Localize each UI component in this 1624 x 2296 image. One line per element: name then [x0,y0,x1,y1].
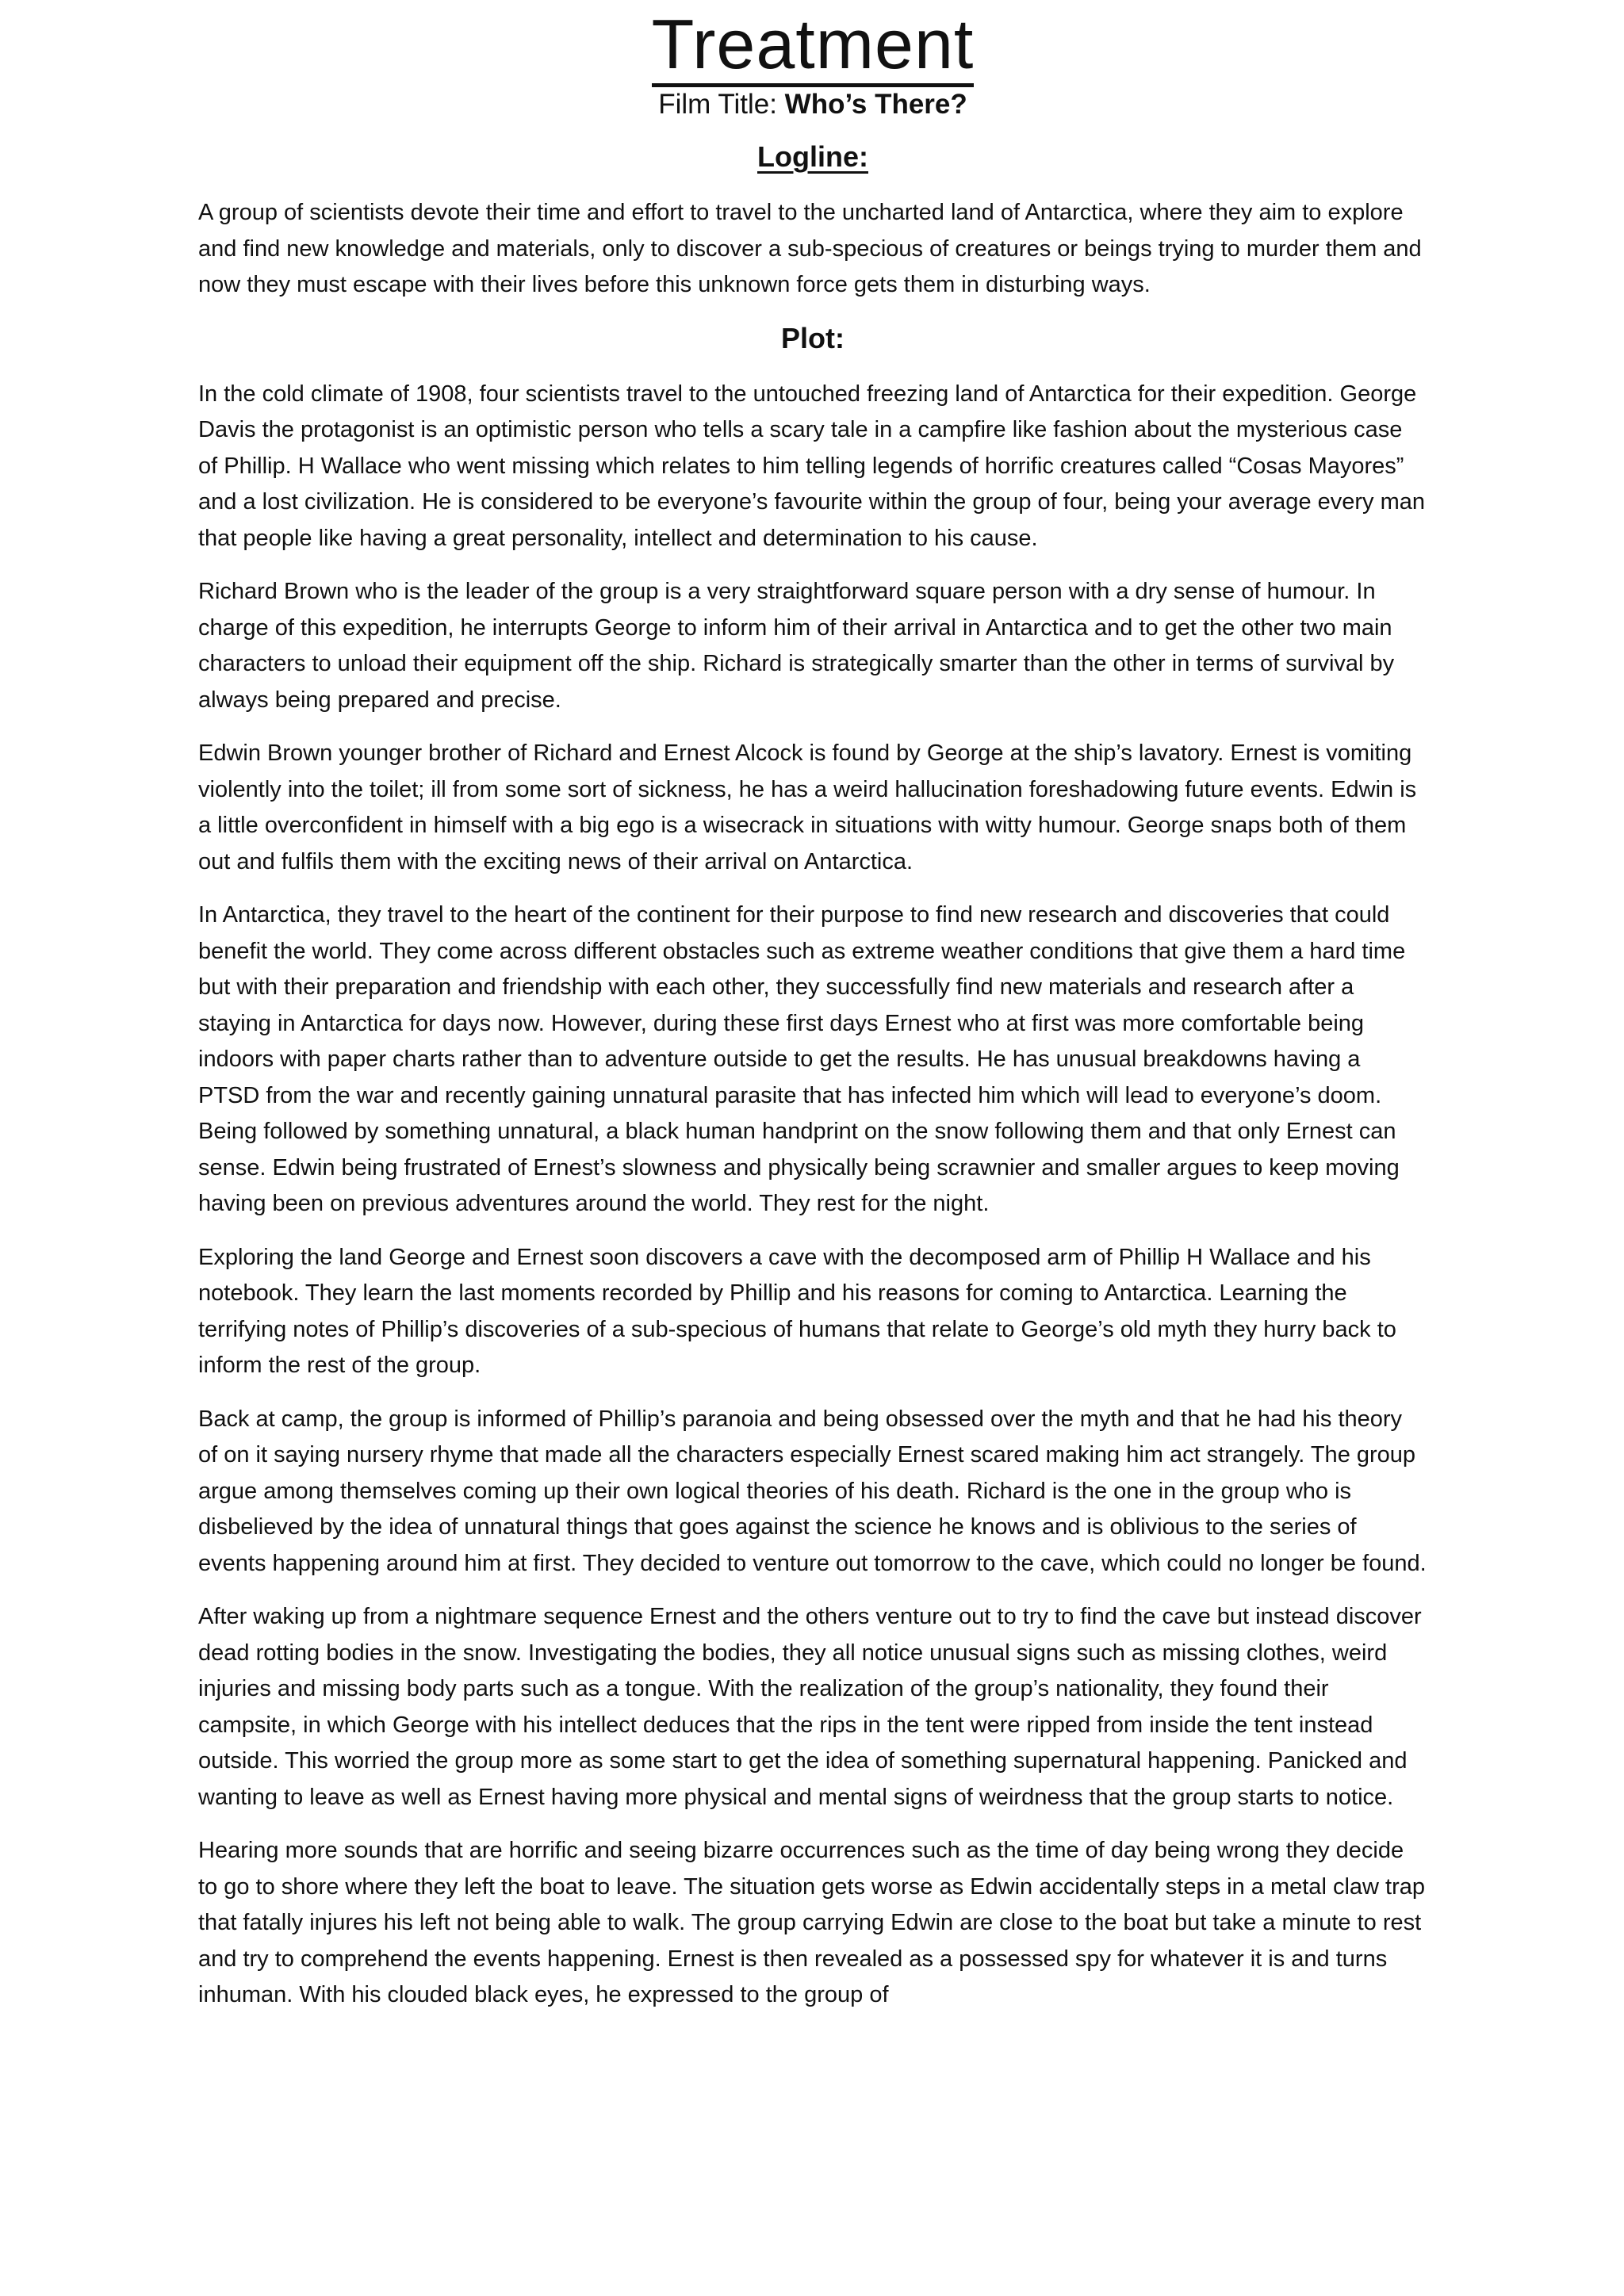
film-title-label: Film Title: [658,89,777,120]
document-title [198,6,1427,82]
plot-paragraph: After waking up from a nightmare sequence Ernest and the others venture out to try to find the cave but instead discover dead rotting bodies in the snow. Investigating the bodies, they all notice unusual signs such as missing clothes, weird injuries and missing body parts such as a tongue. With the realization of the group’s nationality, they found their campsite, in which George with his intellect deduces that the rips in the tent were ripped from inside the tent instead outside. This worried the group more as some start to get the idea of something supernatural happening. Panicked and wanting to leave as well as Ernest having more physical and mental signs of weirdness that the group starts to notice. [198,1604,1422,1810]
plot-heading: Plot: [781,321,845,354]
plot-paragraph: In the cold climate of 1908, four scientists travel to the untouched freezing land of Antarctica for their expedition. George Davis the protagonist is an optimistic person who tells a scary tale in a campfire like fashion about the mysterious case of Phillip. H Wallace who went missing which relates to him telling legends of horrific creatures called “Cosas Mayores” and a lost civilization. He is considered to be everyone’s favourite within the group of four, being your average every man that people like having a great personality, intellect and determination to his cause. [198,381,1426,551]
plot-paragraph: Back at camp, the group is informed of Phillip’s paranoia and being obsessed over the myth and that he had his theory of on it saying nursery rhyme that made all the characters especially Ernest scared making him act strangely. The group argue among themselves coming up their own logical theories of his death. Richard is the one in the group who is disbelieved by the idea of unnatural things that goes against the science he knows and is oblivious to the series of events happening around him at first. They decided to venture out tomorrow to the cave, which could no longer be found. [198,1406,1427,1576]
plot-body [198,377,1427,2014]
plot-paragraph: Edwin Brown younger brother of Richard and Ernest Alcock is found by George at the ship’s lavatory. Ernest is vomiting violently into the toilet; ill from some sort of sickness, he has a weird hallucination foreshadowing future events. Edwin is a little overconfident in himself with a big ego is a wisecrack in situations with witty humour. George snaps both of them out and fulfils them with the exciting news of their arrival on Antarctica. [198,740,1417,874]
film-title: Who’s There? [784,89,967,120]
plot-paragraph: In Antarctica, they travel to the heart of the continent for their purpose to find new research and discoveries that could benefit the world. They come across different obstacles such as extreme weather conditions that give them a hard time but with their preparation and friendship with each other, they successfully find new materials and research after a staying in Antarctica for days now. However, during these first days Ernest who at first was more comfortable being indoors with paper charts rather than to adventure outside to get the results. He has unusual breakdowns having a PTSD from the war and recently gaining unnatural parasite that has infected him which will lead to everyone’s doom. Being followed by something unnatural, a black human handprint on the snow following them and that only Ernest can sense. Edwin being frustrated of Ernest’s slowness and physically being scrawnier and smaller argues to keep moving having been on previous adventures around the world. They rest for the night. [198,902,1406,1216]
document-title-text: Treatment [652,5,975,87]
logline-heading: Logline: [757,140,868,173]
plot-paragraph: Exploring the land George and Ernest soon discovers a cave with the decomposed arm of Phillip H Wallace and his notebook. They learn the last moments recorded by Phillip and his reasons for coming to Antarctica. Learning the terrifying notes of Phillip’s discoveries of a sub-specious of humans that relate to George’s old myth they hurry back to inform the rest of the group. [198,1244,1396,1378]
plot-paragraph: Richard Brown who is the leader of the group is a very straightforward square person with a dry sense of humour. In charge of this expedition, he interrupts George to inform him of their arrival in Antarctica and to get the other two main characters to unload their equipment off the ship. Richard is strategically smarter than the other in terms of survival by always being prepared and precise. [198,579,1395,713]
plot-paragraph: Hearing more sounds that are horrific and seeing bizarre occurrences such as the time of day being wrong they decide to go to shore where they left the boat to leave. The situation gets worse as Edwin accidentally steps in a metal claw trap that fatally injures his left not being able to walk. The group carrying Edwin are close to the boat but take a minute to rest and try to comprehend the events happening. Ernest is then revealed as a possessed spy for whatever it is and turns inhuman. With his clouded black eyes, he expressed to the group of [198,1838,1425,2007]
logline-text: A group of scientists devote their time and effort to travel to the uncharted land of Antarctica, where they aim to explore and find new knowledge and materials, only to discover a sub-specious of creatures or beings trying to murder them and now they must escape with their lives before this unknown force gets them in disturbing ways. [198,200,1422,297]
film-title-line [198,87,1427,122]
